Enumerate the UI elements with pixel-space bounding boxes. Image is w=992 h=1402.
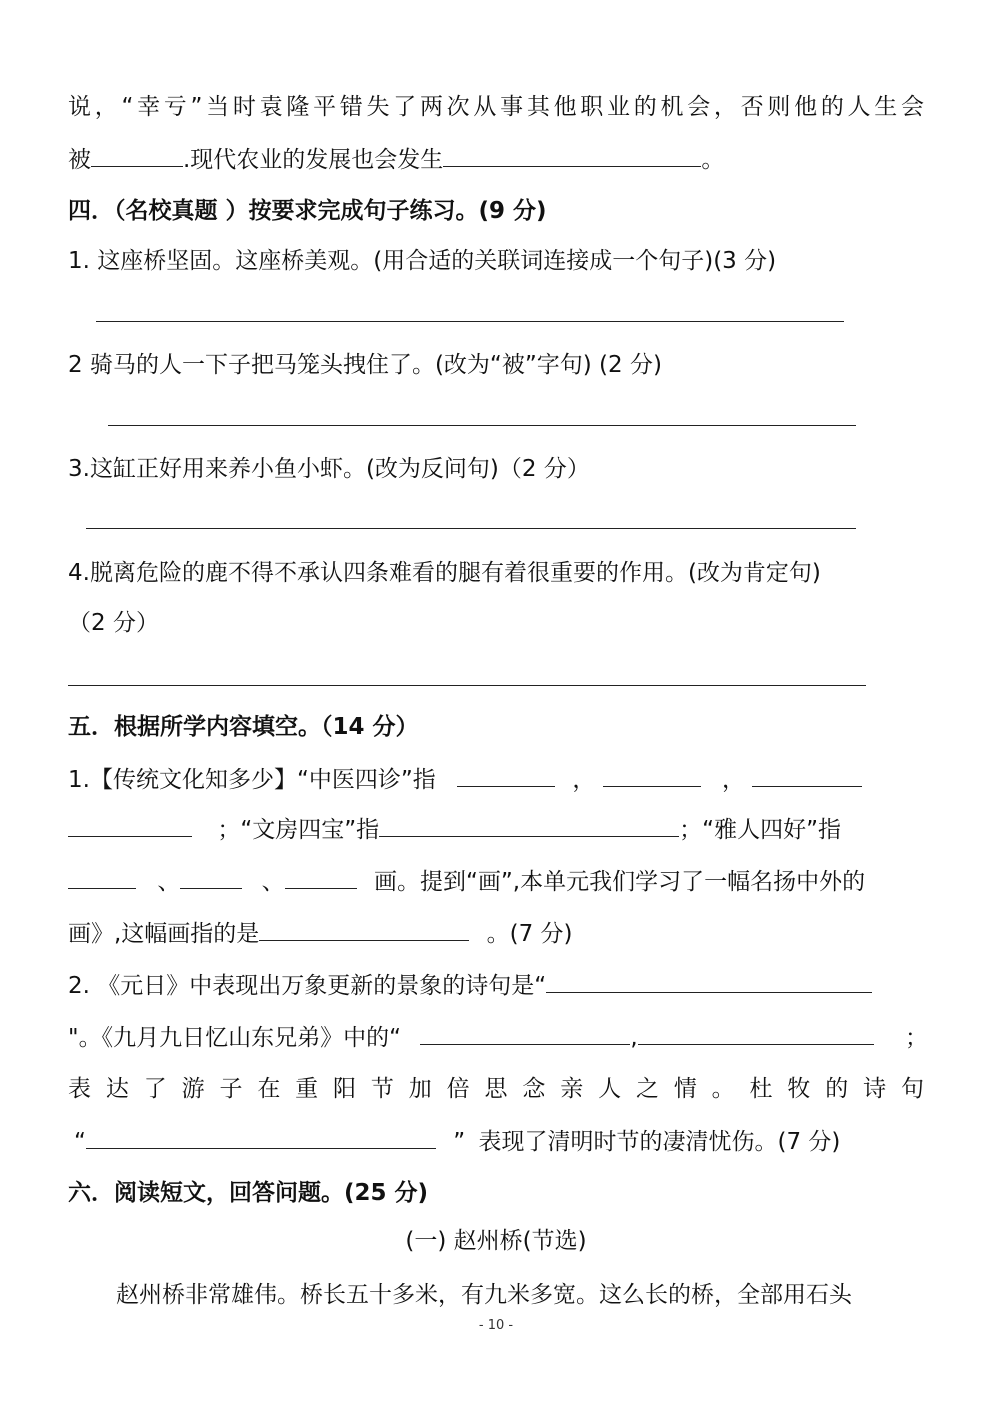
fill-blank[interactable]	[259, 916, 469, 941]
answer-line[interactable]	[96, 321, 844, 322]
fill-blank[interactable]	[638, 1020, 874, 1045]
quote-open: “	[74, 1129, 86, 1155]
section5-q1-line3	[68, 864, 924, 899]
page-number: - 10 -	[478, 1318, 514, 1333]
section5-q1-line4	[68, 916, 924, 951]
q2-text-a: 2. 《元日》中表现出万象更新的景象的诗句是“	[68, 973, 547, 999]
section5-q1-line2	[68, 812, 924, 847]
section5-q2-line3: 表达了游子在重阳节加倍思念亲人之情。杜牧的诗句	[68, 1076, 924, 1102]
fill-blank[interactable]	[91, 142, 183, 167]
intro-line-1: 说，“幸亏”当时袁隆平错失了两次从事其他职业的机会，否则他的人生会	[68, 94, 924, 120]
q1-text-c: ；“雅人四好”指	[679, 817, 841, 843]
q2-comma: ,	[630, 1025, 638, 1051]
fill-blank[interactable]	[68, 864, 136, 889]
fill-blank[interactable]	[86, 1124, 436, 1149]
intro-line-2	[68, 142, 924, 177]
answer-line[interactable]	[68, 685, 866, 686]
fill-blank[interactable]	[546, 968, 872, 993]
section6-heading: 六．阅读短文，回答问题。(25 分)	[68, 1180, 429, 1206]
section4-q2: 2 骑马的人一下子把马笼头拽住了。(改为“被”字句) (2 分)	[68, 352, 662, 378]
fill-blank[interactable]	[457, 762, 555, 787]
section4-q3: 3.这缸正好用来养小鱼小虾。(改为反问句)（2 分）	[68, 456, 590, 482]
section4-q4: 4.脱离危险的鹿不得不承认四条难看的腿有着很重要的作用。(改为肯定句)	[68, 560, 821, 586]
passage-title: (一) 赵州桥(节选)	[405, 1228, 587, 1254]
intro-text-a: 被	[68, 147, 91, 173]
intro-text-b: .现代农业的发展也会发生	[183, 147, 444, 173]
intro-text-c: 。	[701, 147, 725, 173]
comma: ，	[722, 767, 746, 793]
fill-blank[interactable]	[603, 762, 701, 787]
answer-line[interactable]	[86, 528, 856, 529]
fill-blank[interactable]	[285, 864, 357, 889]
passage-line-1: 赵州桥非常雄伟。桥长五十多米，有九米多宽。这么长的桥，全部用石头	[116, 1282, 852, 1308]
section4-heading: 四．（名校真题 ）按要求完成句子练习。(9 分)	[68, 198, 547, 224]
section4-q4-score: （2 分）	[68, 610, 159, 636]
section4-q1: 1. 这座桥坚固。这座桥美观。(用合适的关联词连接成一个句子)(3 分)	[68, 248, 777, 274]
q1-text-d: 画。提到“画”,本单元我们学习了一幅名扬中外的	[373, 869, 866, 895]
q1-text-e: 画》,这幅画指的是	[68, 921, 260, 947]
section5-q2-line1	[68, 968, 924, 1003]
answer-line[interactable]	[108, 425, 856, 426]
section5-heading: 五．根据所学内容填空。（14 分）	[68, 714, 419, 740]
q2-text-b: "。《九月九日忆山东兄弟》中的“	[68, 1025, 401, 1051]
separator: 、	[261, 869, 285, 895]
fill-blank[interactable]	[752, 762, 862, 787]
section5-q2-line2	[68, 1020, 928, 1055]
q1-text-f: 。(7 分)	[486, 921, 573, 947]
fill-blank[interactable]	[180, 864, 242, 889]
fill-blank[interactable]	[420, 1020, 630, 1045]
comma: ，	[572, 767, 596, 793]
q1-text-b: ；“文房四宝”指	[217, 817, 380, 843]
fill-blank[interactable]	[68, 812, 192, 837]
separator: 、	[157, 869, 181, 895]
q2-semicolon: ；	[904, 1025, 928, 1051]
q1-text-a: 1.【传统文化知多少】“中医四诊”指	[68, 767, 436, 793]
section5-q1-line1	[68, 762, 924, 797]
section5-q2-line4	[68, 1124, 924, 1159]
fill-blank[interactable]	[443, 142, 701, 167]
q2-text-d: 表现了清明时节的凄清忧伤。(7 分)	[478, 1129, 841, 1155]
fill-blank[interactable]	[379, 812, 679, 837]
quote-close: ”	[453, 1129, 466, 1155]
